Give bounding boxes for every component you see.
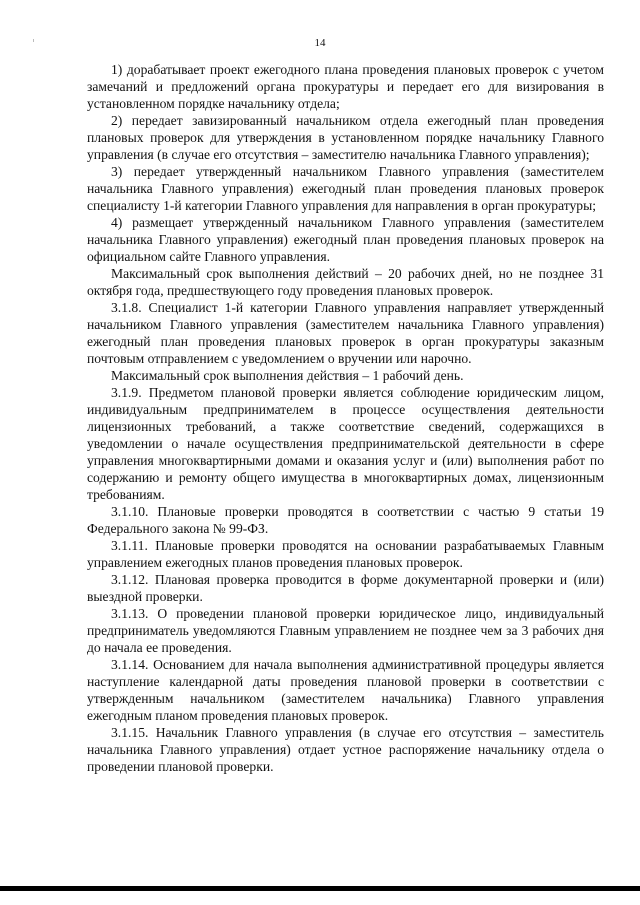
paragraph-item-4: 4) размещает утвержденный начальником Главного управления (заместителем начальника Главного управления) ежегодный план проведения плановых проверок на официальном сайте Главного управления. (87, 215, 604, 264)
paragraph-3-1-11: 3.1.11. Плановые проверки проводятся на основании разрабатываемых Главным управлением ежегодных планов проведения плановых проверок. (87, 538, 604, 570)
paragraph-3-1-9: 3.1.9. Предметом плановой проверки является соблюдение юридическим лицом, индивидуальным предпринимателем в процессе осуществления деятельности лицензионных требований, а также соответствие сведений, содержащихся в уведомлении о начале осуществления предпринимательской деятельности в сфере управления многоквартирными домами и оказания услуг и (или) выполнения работ по содержанию и ремонту общего имущества в многоквартирных домах, лицензионным требованиям. (87, 385, 604, 502)
document-body (87, 61, 604, 775)
paragraph-3-1-14: 3.1.14. Основанием для начала выполнения административной процедуры является наступление календарной даты проведения плановой проверки в соответствии с утвержденным начальником (заместителем начальника) Главного управления ежегодным планом проведения плановых проверок. (87, 657, 604, 723)
paragraph-3-1-10: 3.1.10. Плановые проверки проводятся в соответствии с частью 9 статьи 19 Федерального закона № 99-ФЗ. (87, 504, 604, 536)
paragraph-3-1-12: 3.1.12. Плановая проверка проводится в форме документарной проверки и (или) выездной проверки. (87, 572, 604, 604)
paragraph-3-1-15: 3.1.15. Начальник Главного управления (в случае его отсутствия – заместитель начальника Главного управления) отдает устное распоряжение начальнику отдела о проведении плановой проверки. (87, 725, 604, 774)
scan-bottom-border (0, 886, 640, 891)
paragraph-deadline-20-days: Максимальный срок выполнения действий – 20 рабочих дней, но не позднее 31 октября года, предшествующего году проведения плановых проверок. (87, 266, 604, 298)
paragraph-deadline-1-day: Максимальный срок выполнения действия – 1 рабочий день. (111, 368, 464, 383)
paragraph-item-3: 3) передает утвержденный начальником Главного управления (заместителем начальника Главного управления) ежегодный план проведения плановых проверок специалисту 1-й категории Главного управления для направления в орган прокуратуры; (87, 164, 604, 213)
paragraph-3-1-13: 3.1.13. О проведении плановой проверки юридическое лицо, индивидуальный предприниматель уведомляются Главным управлением не позднее чем за 3 рабочих дня до начала ее проведения. (87, 606, 604, 655)
paragraph-item-1: 1) дорабатывает проект ежегодного плана проведения плановых проверок с учетом замечаний и предложений органа прокуратуры и передает его для визирования в установленном порядке начальнику отдела; (87, 62, 604, 111)
paragraph-item-2: 2) передает завизированный начальником отдела ежегодный план проведения плановых проверок для утверждения в установленном порядке начальнику Главного управления (в случае его отсутствия – заместителю начальника Главного управления); (87, 113, 604, 162)
paragraph-3-1-8: 3.1.8. Специалист 1-й категории Главного управления направляет утвержденный начальником Главного управления (заместителем начальника Главного управления) ежегодный план проведения плановых проверок в орган прокуратуры заказным почтовым отправлением с уведомлением о вручении или нарочно. (87, 300, 604, 366)
page-number: 14 (314, 37, 326, 49)
